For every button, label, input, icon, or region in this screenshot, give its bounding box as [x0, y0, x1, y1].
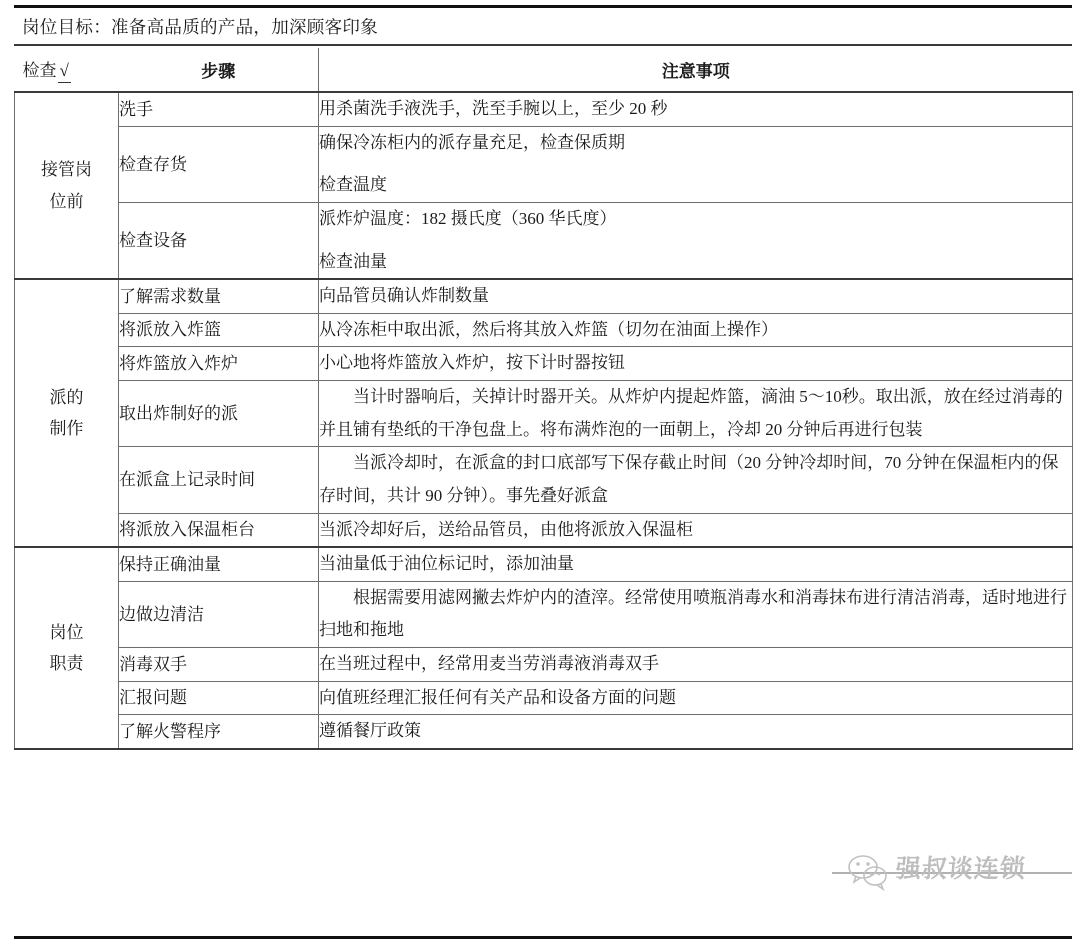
note-paragraph: 检查油量: [319, 251, 387, 271]
table-row: [15, 581, 1073, 647]
note-paragraph: 根据需要用滤网撇去炸炉内的渣滓。经常使用喷瓶消毒水和消毒抹布进行清洁消毒，适时地进行扫地和拖地: [319, 587, 1067, 640]
table-row: [15, 126, 1073, 202]
watermark-text: 强叔谈连锁: [894, 855, 1027, 883]
group-cell: [15, 92, 119, 279]
note-paragraph: 确保冷冻柜内的派存量充足，检查保质期: [319, 132, 625, 152]
group-cell: [15, 279, 119, 547]
checkmark-icon: √: [58, 61, 71, 83]
job-goal-text: 岗位目标：准备高品质的产品，加深顾客印象: [22, 16, 378, 37]
group-cell: [15, 547, 119, 749]
group-label-line: 职责: [49, 654, 84, 673]
table-row: [15, 513, 1073, 547]
header-step-label: 步骤: [201, 62, 236, 81]
step-cell: 了解需求数量: [119, 279, 319, 313]
table-row: [15, 381, 1073, 447]
header-cell-check: [15, 48, 119, 92]
note-paragraph: 当计时器响后，关掉计时器开关。从炸炉内提起炸篮，滴油 5～10秒。取出派，放在经过消毒的并且铺有垫纸的干净包盘上。将布满炸泡的一面朝上，冷却 20 分钟后再进行包装: [319, 387, 1063, 439]
step-cell: 洗手: [119, 92, 319, 126]
step-cell: 边做边清洁: [119, 581, 319, 647]
table-row: [15, 447, 1073, 513]
note-paragraph: 派炸炉温度：182 摄氏度（360 华氏度）: [319, 208, 617, 228]
step-cell: 将炸篮放入炸炉: [119, 347, 319, 381]
table-row: [15, 279, 1073, 313]
step-cell: 检查设备: [119, 202, 319, 279]
table-row: [15, 313, 1073, 347]
note-cell: [319, 648, 1073, 682]
table-header-row: [15, 48, 1073, 92]
header-cell-step: [119, 48, 319, 92]
step-cell: 在派盒上记录时间: [119, 447, 319, 513]
note-cell: [319, 513, 1073, 547]
group-label-line: 位前: [49, 191, 84, 211]
note-cell: [319, 92, 1073, 126]
wechat-icon: [846, 853, 890, 891]
note-cell: [319, 202, 1073, 279]
step-cell: 汇报问题: [119, 681, 319, 715]
note-cell: [319, 581, 1073, 647]
note-paragraph: 在当班过程中，经常用麦当劳消毒液消毒双手: [319, 654, 659, 673]
note-cell: [319, 126, 1073, 202]
job-goal-row: [14, 8, 1072, 46]
bottom-border-rule: [14, 936, 1072, 939]
group-label-line: 派的: [49, 387, 84, 407]
watermark: [832, 847, 1072, 899]
header-note-label: 注意事项: [661, 62, 730, 81]
note-paragraph: 用杀菌洗手液洗手，洗至手腕以上，至少 20 秒: [319, 99, 668, 118]
table-row: [15, 92, 1073, 126]
note-cell: [319, 381, 1073, 447]
note-cell: [319, 313, 1073, 347]
header-check-label: 检查: [22, 61, 57, 80]
table-row: [15, 681, 1073, 715]
group-label-line: 岗位: [49, 622, 84, 642]
note-cell: [319, 347, 1073, 381]
note-paragraph: 向品管员确认炸制数量: [319, 286, 489, 306]
step-cell: 检查存货: [119, 126, 319, 202]
step-cell: 保持正确油量: [119, 547, 319, 581]
note-paragraph: 当油量低于油位标记时，添加油量: [319, 554, 574, 574]
note-paragraph: 当派冷却好后，送给品管员，由他将派放入保温柜: [319, 519, 693, 539]
note-paragraph: 从冷冻柜中取出派，然后将其放入炸篮（切勿在油面上操作）: [319, 319, 778, 339]
note-paragraph: 当派冷却时，在派盒的封口底部写下保存截止时间（20 分钟冷却时间，70 分钟在保温柜内的保存时间，共计 90 分钟）。事先叠好派盒: [319, 453, 1059, 505]
note-cell: [319, 279, 1073, 313]
note-paragraph: 检查温度: [319, 175, 387, 195]
note-cell: [319, 681, 1073, 715]
table-row: [15, 648, 1073, 682]
watermark-rule: [832, 872, 1072, 874]
note-paragraph: 小心地将炸篮放入炸炉，按下计时器按钮: [319, 353, 625, 373]
table-row: [15, 202, 1073, 279]
table-row: [15, 547, 1073, 581]
header-cell-note: [319, 48, 1073, 92]
note-cell: [319, 447, 1073, 513]
step-cell: 将派放入保温柜台: [119, 513, 319, 547]
note-paragraph: 遵循餐厅政策: [319, 721, 421, 741]
group-label-line: 制作: [49, 419, 84, 439]
step-cell: 消毒双手: [119, 648, 319, 682]
step-cell: 取出炸制好的派: [119, 381, 319, 447]
table-row: [15, 715, 1073, 749]
group-label-line: 接管岗: [41, 160, 92, 180]
table-row: [15, 347, 1073, 381]
step-cell: 将派放入炸篮: [119, 313, 319, 347]
table-body: [15, 48, 1073, 749]
header-check-wrap: [15, 56, 71, 83]
note-paragraph: 向值班经理汇报任何有关产品和设备方面的问题: [319, 687, 676, 707]
step-cell: 了解火警程序: [119, 715, 319, 749]
note-cell: [319, 715, 1073, 749]
station-checklist-table: [14, 48, 1073, 750]
note-cell: [319, 547, 1073, 581]
